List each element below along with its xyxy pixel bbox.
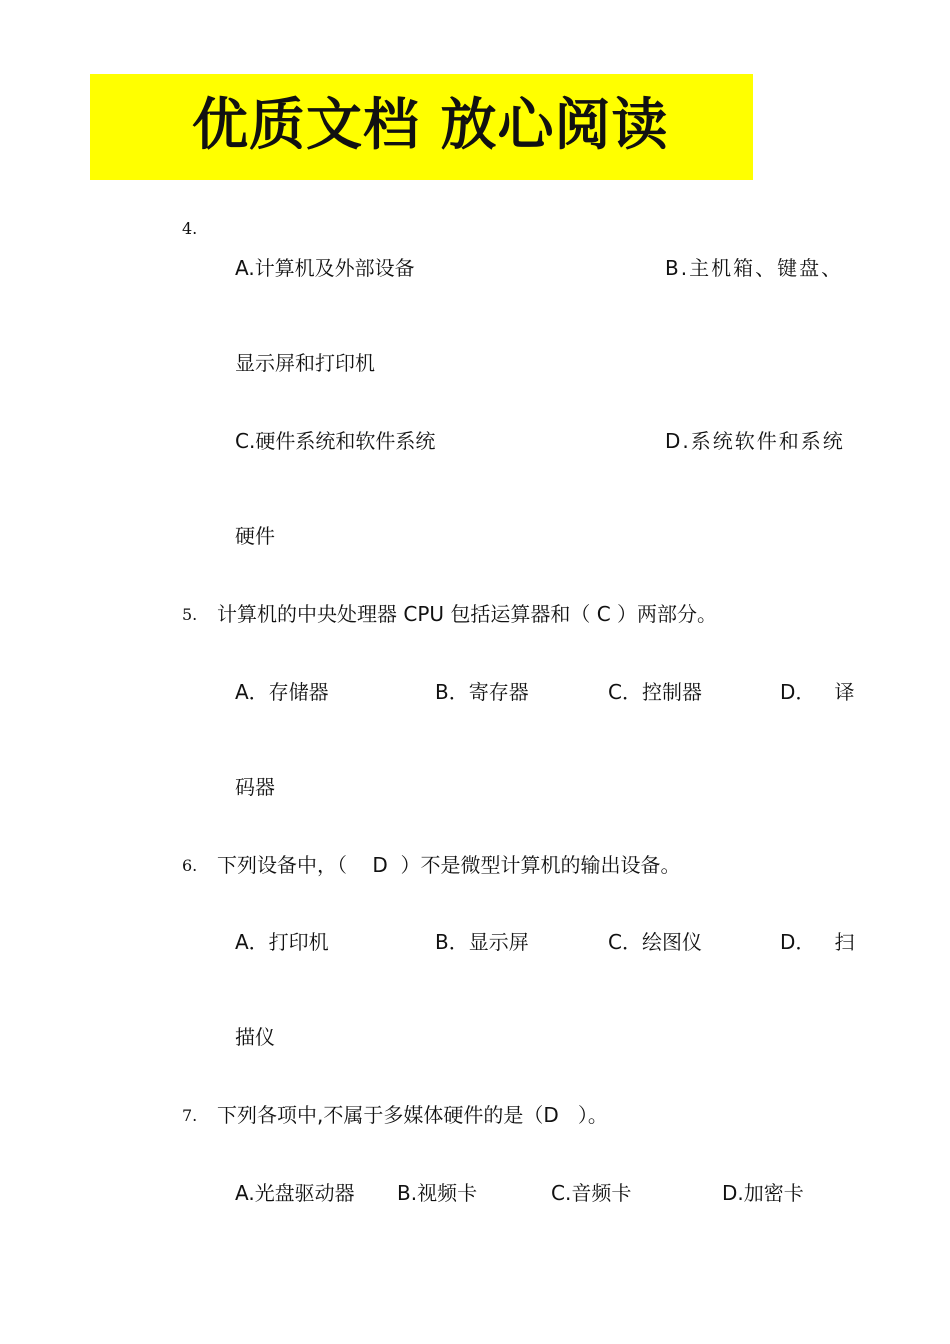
option-d: D.系统软件和系统 <box>665 429 845 453</box>
question-text: 下列各项中,不属于多媒体硬件的是（D ）。 <box>217 1103 608 1127</box>
banner-title: 优质文档 放心阅读 <box>192 93 669 158</box>
option-c: C.硬件系统和软件系统 <box>235 429 436 453</box>
question-number: 7. <box>182 1106 198 1125</box>
question-number: 4. <box>182 219 198 238</box>
option-d-continued: 硬件 <box>235 524 275 548</box>
banner <box>90 74 753 180</box>
option-b: B.视频卡 <box>397 1181 478 1205</box>
option-b: B．显示屏 <box>435 930 529 954</box>
question-number: 6. <box>182 856 198 875</box>
option-d-continued: 描仪 <box>235 1025 275 1049</box>
question-number: 5. <box>182 605 198 624</box>
option-a: A.计算机及外部设备 <box>235 256 415 280</box>
option-c: C．控制器 <box>608 680 702 704</box>
question-text: 下列设备中，（ D ）不是微型计算机的输出设备。 <box>217 853 681 877</box>
option-d: D． 扫 <box>780 930 855 954</box>
option-d: D.加密卡 <box>722 1181 804 1205</box>
option-d-continued: 码器 <box>235 775 275 799</box>
option-d: D． 译 <box>780 680 855 704</box>
option-a: A．打印机 <box>235 930 329 954</box>
option-a: A．存储器 <box>235 680 329 704</box>
question-text: 计算机的中央处理器 CPU 包括运算器和（ C ）两部分。 <box>217 602 718 626</box>
option-a: A.光盘驱动器 <box>235 1181 355 1205</box>
option-c: C．绘图仪 <box>608 930 702 954</box>
option-b: B．寄存器 <box>435 680 529 704</box>
option-b: B.主机箱、键盘、 <box>665 256 844 280</box>
option-c: C.音频卡 <box>551 1181 632 1205</box>
option-b-continued: 显示屏和打印机 <box>235 351 375 375</box>
